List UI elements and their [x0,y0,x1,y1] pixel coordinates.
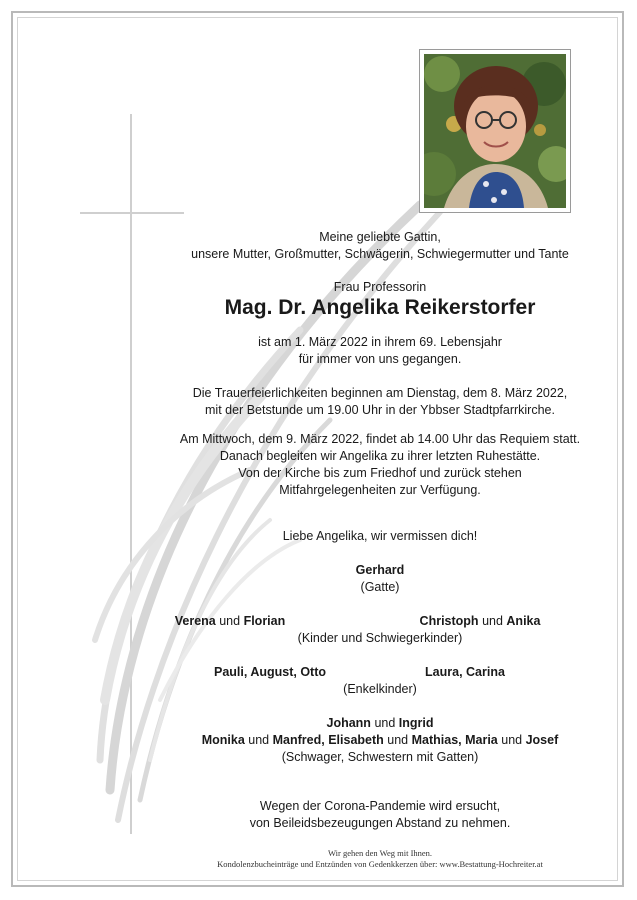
grandchildren-group-2 [375,664,555,681]
child-name: Florian [243,614,286,628]
husband-name [130,562,630,579]
portrait-image [424,54,566,208]
child-name: Christoph [419,614,479,628]
conjunction: und [387,733,409,747]
requiem-line-4: Mitfahrgelegenheiten zur Verfügung. [279,483,481,497]
notice-line-2: von Beileidsbezeugungen Abstand zu nehmen. [249,816,511,830]
relative-name: Monika [201,733,245,747]
requiem-line-2: Danach begleiten wir Angelika zu ihrer letzten Ruhestätte. [219,449,541,463]
death-line-1: ist am 1. März 2022 in ihrem 69. Lebensjahr [258,335,502,349]
grandchildren-group-1 [160,664,380,681]
footer-line-2: Kondolenzbucheinträge und Entzünden von Gedenkkerzen über: www.Bestattung-Hochreiter.at [217,859,543,869]
relative-name: Ingrid [398,716,434,730]
intro-line-2: unsere Mutter, Großmutter, Schwägerin, Schwiegermutter und Tante [191,247,569,261]
in-laws-line-2 [130,732,630,749]
husband-role: (Gatte) [360,580,400,594]
requiem-line-3: Von der Kirche bis zum Friedhof und zurück stehen [238,466,522,480]
in-laws-line-1 [130,715,630,732]
requiem-line-1: Am Mittwoch, dem 9. März 2022, findet ab 14.00 Uhr das Requiem statt. [179,432,581,446]
husband-name-text: Gerhard [355,563,405,577]
ceremony-line-1: Die Trauerfeierlichkeiten beginnen am Dienstag, dem 8. März 2022, [192,386,568,400]
children-pair-2 [350,613,610,630]
deceased-name: Mag. Dr. Angelika Reikerstorfer [224,296,536,319]
ceremony-line-2: mit der Betstunde um 19.00 Uhr in der Ybbser Stadtpfarrkirche. [205,403,555,417]
children-pair-1 [90,613,370,630]
relative-name: Elisabeth [328,733,384,747]
relative-name: Manfred, [272,733,325,747]
grandchild-names: Laura, Carina [425,665,505,679]
honorific: Frau Professorin [333,280,427,294]
footer-line-1: Wir gehen den Weg mit Ihnen. [327,848,433,858]
grandchildren-role: (Enkelkinder) [343,682,417,696]
child-name: Verena [174,614,216,628]
relative-name: Mathias, [411,733,462,747]
grandchild-names: Pauli, August, Otto [213,665,327,679]
child-name: Anika [506,614,541,628]
relative-name: Johann [326,716,371,730]
relative-name: Josef [525,733,559,747]
death-line-2: für immer von uns gegangen. [298,352,462,366]
in-laws-role: (Schwager, Schwestern mit Gatten) [281,750,479,764]
conjunction: und [482,614,503,628]
intro-line-1: Meine geliebte Gattin, [319,230,441,244]
relative-name: Maria [465,733,498,747]
conjunction: und [374,716,396,730]
farewell-line: Liebe Angelika, wir vermissen dich! [282,529,478,543]
notice-line-1: Wegen der Corona-Pandemie wird ersucht, [259,799,501,813]
conjunction: und [501,733,523,747]
portrait-photo [419,49,571,213]
conjunction: und [248,733,270,747]
conjunction: und [219,614,241,628]
children-role: (Kinder und Schwiegerkinder) [297,631,463,645]
